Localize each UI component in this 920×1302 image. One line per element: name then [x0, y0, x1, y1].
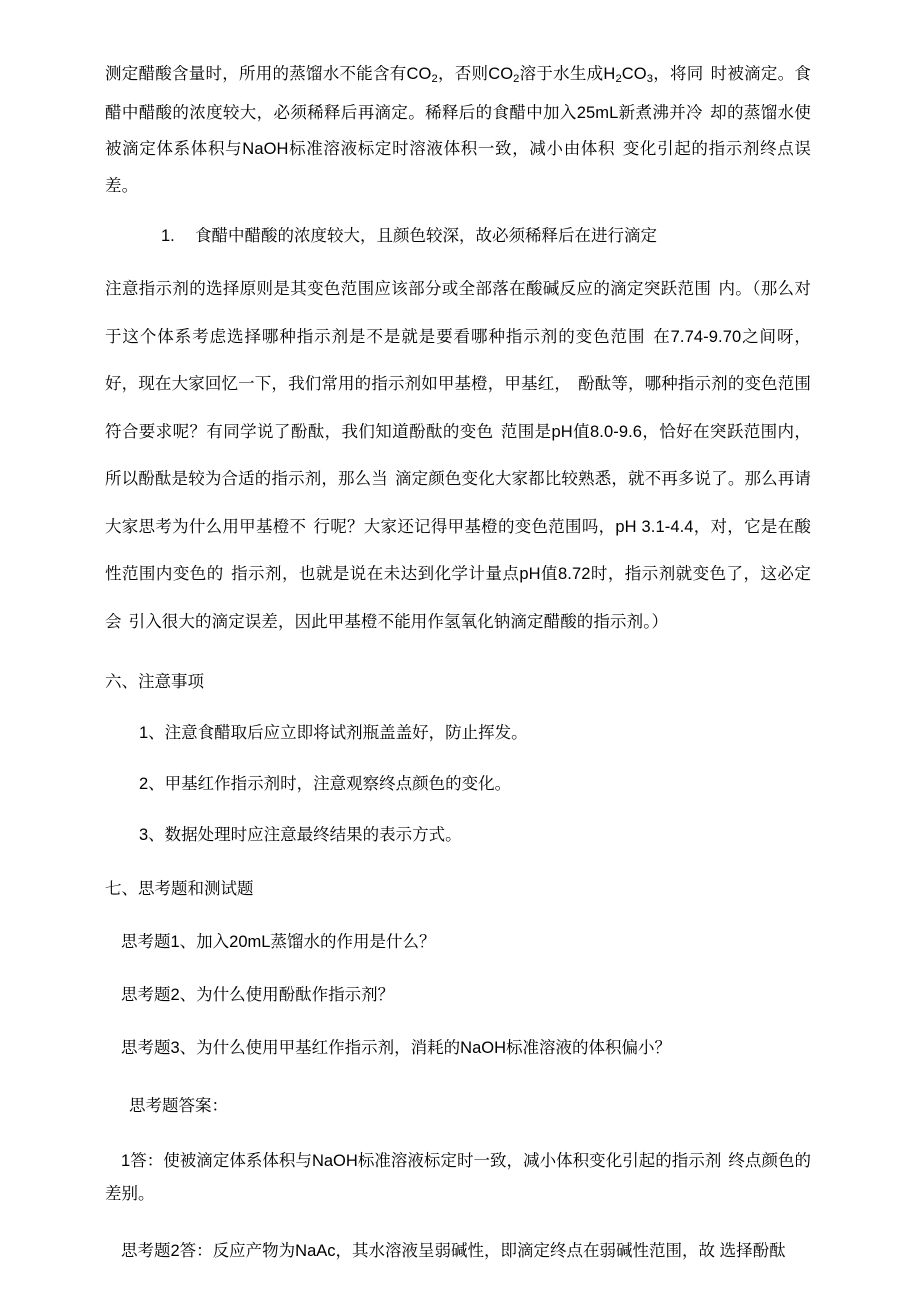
- question-item-1: 思考题1、加入20mL蒸馏水的作用是什么？: [121, 933, 436, 951]
- text-run: 变化引起的指示剂终点误差。: [105, 140, 811, 195]
- answer-item-2: 思考题2答：反应产物为NaAc，其水溶液呈弱碱性，即滴定终点在弱碱性范围，故 选择酚酞: [121, 1242, 786, 1260]
- list-item-label: 食醋中醋酸的浓度较大，且颜色较深，故必须稀释后在进行滴定: [195, 227, 657, 245]
- precaution-item-2: 2、甲基红作指示剂时，注意观察终点颜色的变化。: [139, 775, 512, 793]
- text-run: 引入很大的滴定误差，因此甲基橙不能用作氢氧化钠滴定醋酸的指示剂。）: [128, 612, 669, 631]
- text-run: ，否则CO: [437, 65, 514, 83]
- text-run: 内。（那么对于这个体系考虑选择哪种指示剂是不是就是要看哪种指示剂的变色范围: [105, 280, 811, 346]
- section-number: 七、: [105, 880, 138, 898]
- text-run: 测定醋酸含量时，所用的蒸馏水不能含有CO: [105, 65, 432, 83]
- text-run: 范围是pH值8.0-9.6，恰好在突跃范围内，所以酚酞是较为合适的指示剂，那么当: [105, 422, 811, 488]
- text-run: 酚酞等，哪种指示剂的变色范围符合要求呢？有同学说了酚酞，我们知道酚酞的变色: [105, 375, 811, 441]
- precaution-item-1: 1、注意食醋取后应立即将试剂瓶盖盖好，防止挥发。: [139, 724, 528, 742]
- text-run: 滴定颜色变化大家都比较熟悉，就不再多说了。那么再请大家思考为什么用甲基橙不: [105, 470, 812, 536]
- answer-item-1: [105, 1145, 811, 1211]
- list-item-number: 1.: [161, 227, 175, 245]
- section-heading-precautions: [105, 664, 811, 700]
- subscript-h2-a: 2: [615, 73, 622, 86]
- text-run: 注意指示剂的选择原则是其变色范围应该部分或全部落在酸碱反应的滴定突跃范围: [105, 280, 712, 298]
- text-run: 却的蒸馏水使被滴定体系体积与NaOH标准溶液标定时溶液体积一致，减小由体积: [105, 103, 811, 158]
- paragraph-indicator-selection: [105, 266, 811, 646]
- subscript-co2-a: 2: [431, 73, 438, 86]
- document-body: [105, 56, 811, 1268]
- list-item-dilute-before-titration: [105, 218, 811, 254]
- text-run: 终点颜色的差别。: [105, 1152, 811, 1203]
- text-run: 时被滴定。食醋中醋酸的浓度较大，必须稀释后再滴定。稀释后的食醋中加入25mL新煮沸并冷: [105, 65, 811, 122]
- text-run: CO: [621, 65, 647, 83]
- precaution-item-3: 3、数据处理时应注意最终结果的表示方式。: [139, 826, 462, 844]
- text-run: ，将同: [653, 65, 704, 83]
- paragraph-distilled-water-co2: [105, 56, 811, 204]
- subscript-co2-b: 2: [513, 73, 520, 86]
- text-run: 1答：使被滴定体系体积与NaOH标准溶液标定时一致，减小体积变化引起的指示剂: [121, 1152, 722, 1170]
- text-run: 行呢？大家还记得甲基橙的变色范围吗，pH 3.1-4.4，对，它是在酸性范围内变色的: [105, 517, 811, 583]
- answers-label: 思考题答案：: [129, 1097, 228, 1115]
- text-run: 在7.74-9.70之间呀，好，现在大家回忆一下，我们常用的指示剂如甲基橙，甲基红，: [105, 327, 812, 393]
- section-title: 注意事项: [138, 673, 204, 691]
- text-run: 溶于水生成H: [519, 65, 616, 83]
- section-heading-questions: [105, 871, 811, 907]
- question-item-2: 思考题2、为什么使用酚酞作指示剂？: [121, 986, 395, 1004]
- section-title: 思考题和测试题: [138, 880, 254, 898]
- subscript-co3-a: 3: [646, 73, 654, 86]
- question-item-3: 思考题3、为什么使用甲基红作指示剂，消耗的NaOH标准溶液的体积偏小？: [121, 1039, 672, 1057]
- section-number: 六、: [105, 673, 138, 691]
- text-run: 指示剂，也就是说在未达到化学计量点pH值8.72时，指示剂就变色了，这必定会: [105, 565, 811, 631]
